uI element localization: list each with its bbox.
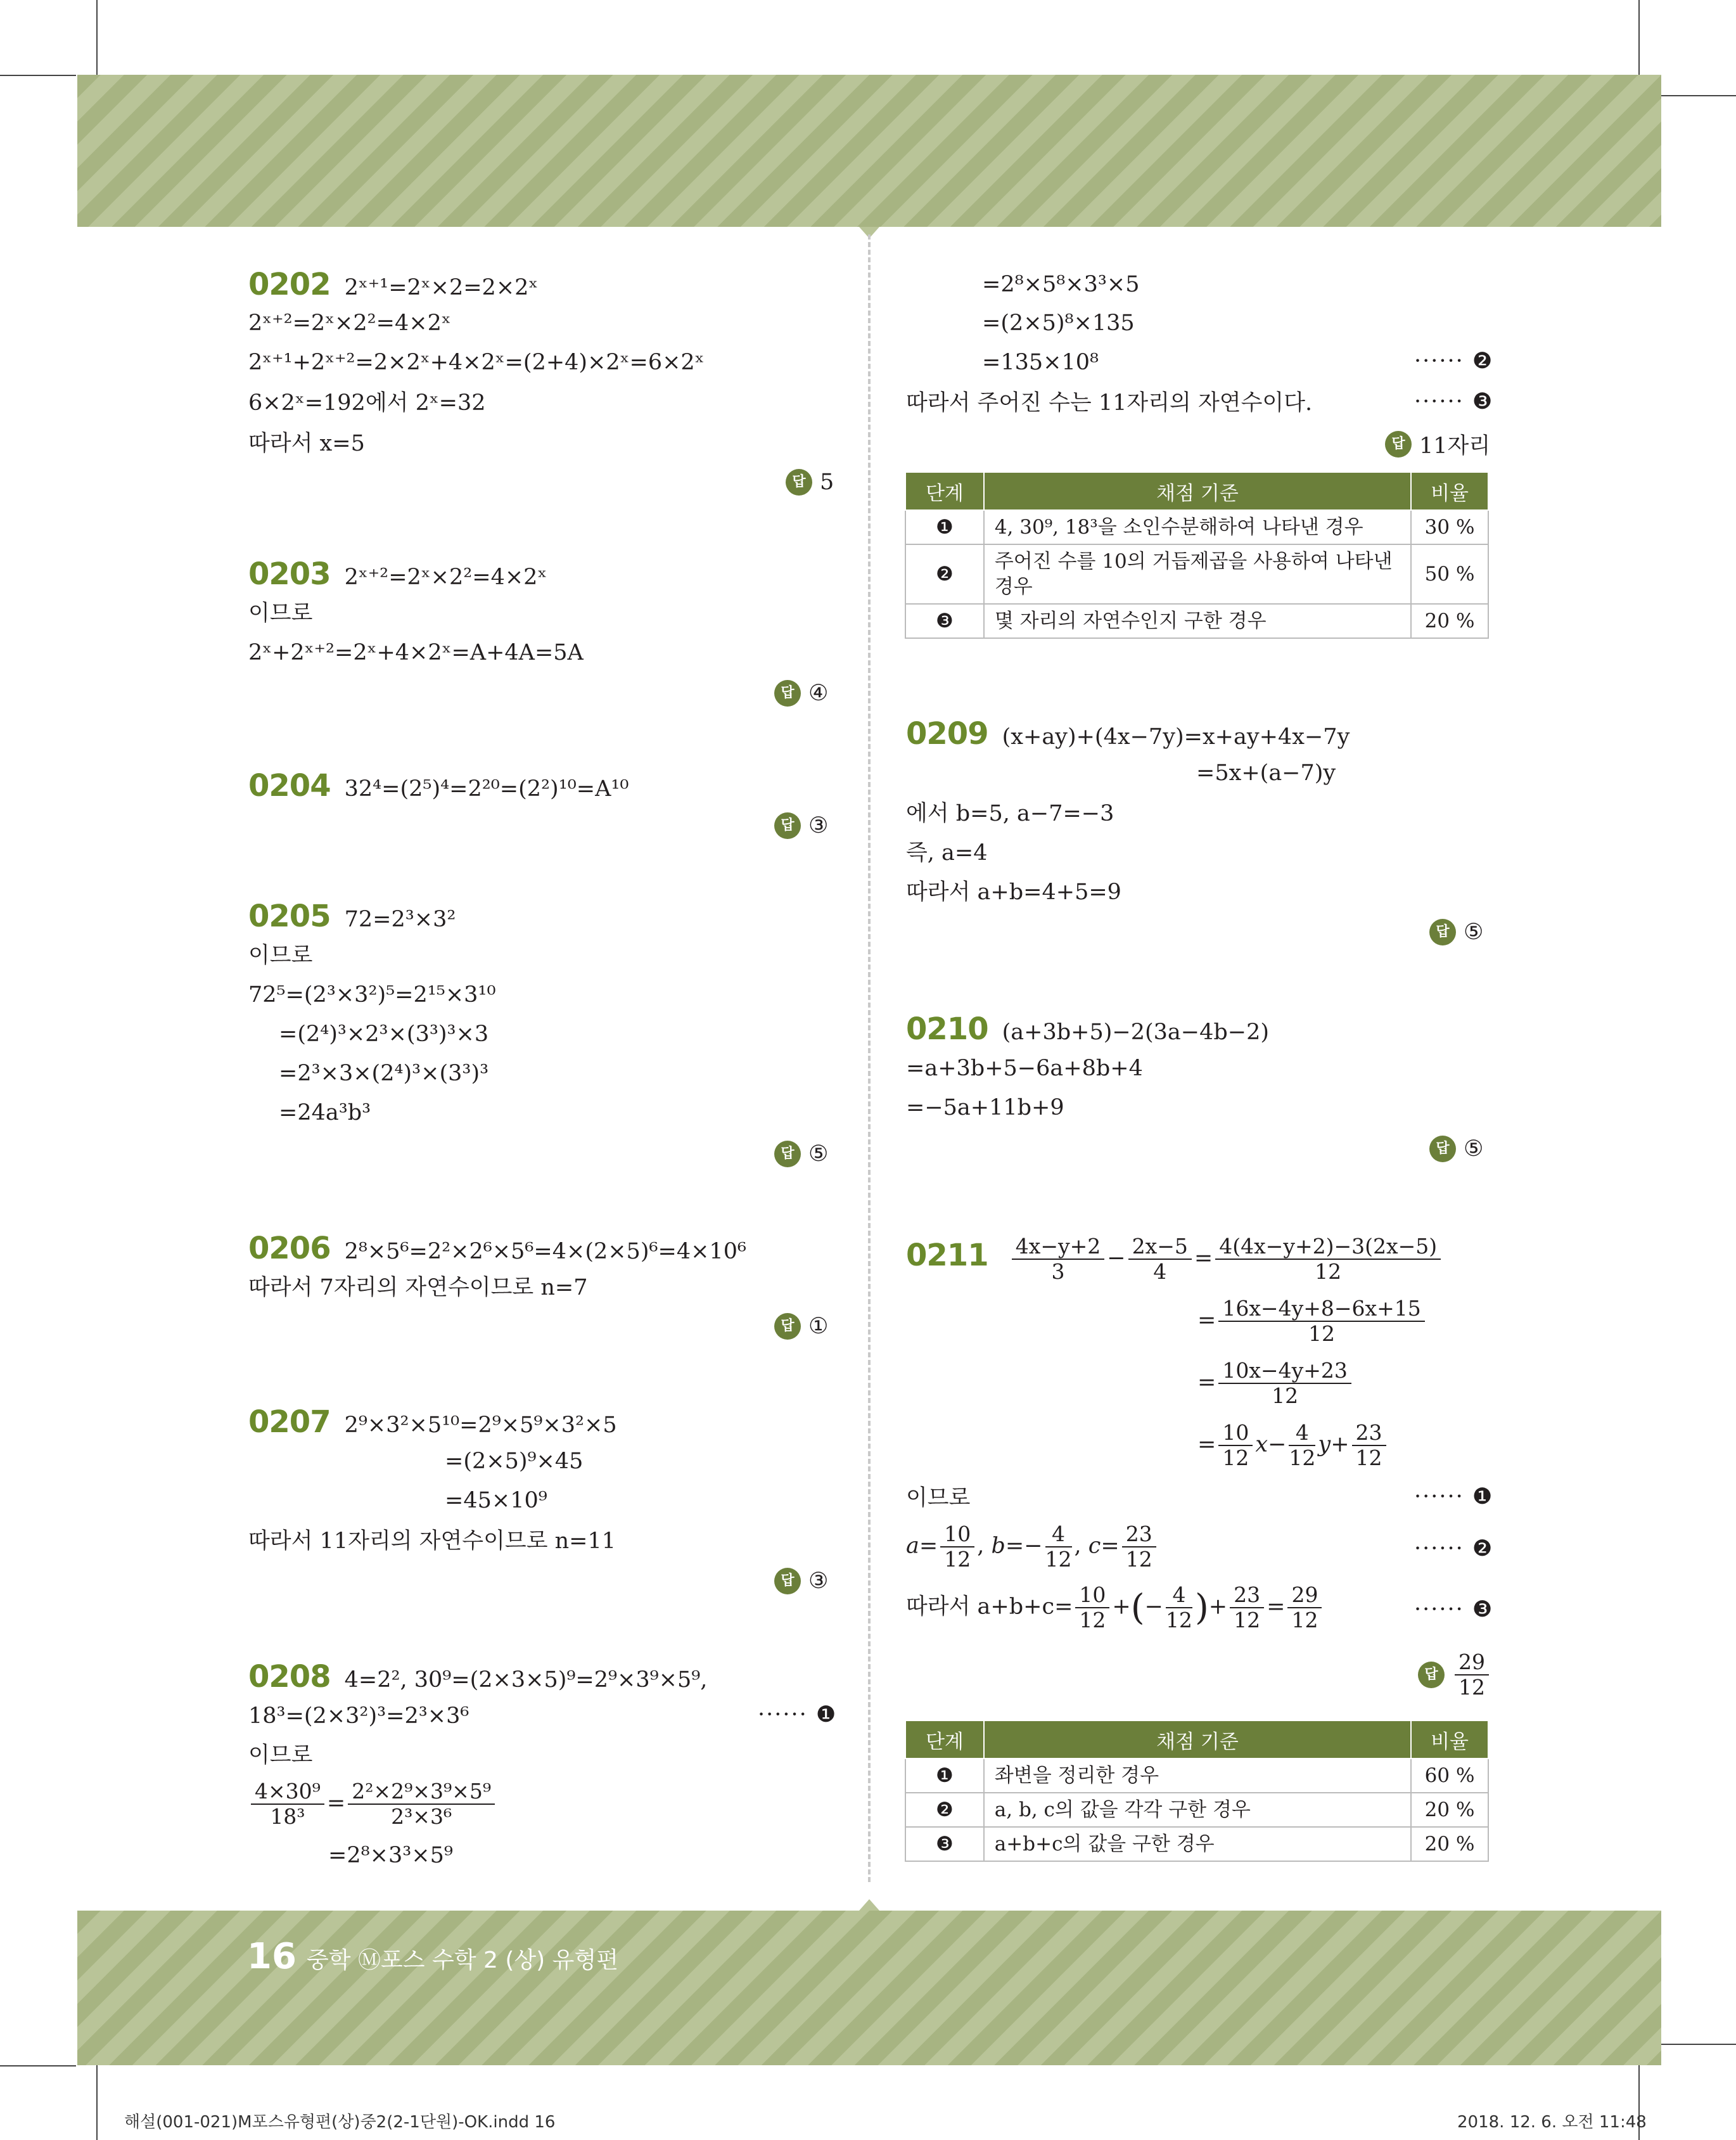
equation-line: =(2⁴)³×2³×(3³)³×3 <box>279 1022 489 1047</box>
crop-mark <box>0 2065 76 2066</box>
answer-badge: 답 <box>1429 919 1456 945</box>
crop-mark <box>1661 95 1736 96</box>
equation-line: =135×10⁸ <box>982 350 1099 375</box>
problem-number: 0206 <box>248 1231 331 1266</box>
equation-line: 32⁴=(2⁵)⁴=2²⁰=(2²)¹⁰=A¹⁰ <box>344 776 629 802</box>
crop-mark <box>0 75 76 76</box>
crop-mark <box>1661 2044 1736 2045</box>
answer-0208: 답 11자리 <box>1385 428 1490 460</box>
step-marker-3: ······ ❸ <box>1414 1597 1494 1622</box>
step-marker-1: ······ ❶ <box>758 1702 838 1727</box>
step-marker-2: ······ ❷ <box>1414 1536 1494 1561</box>
text-line: 에서 b=5, a−7=−3 <box>906 801 1114 826</box>
answer-badge: 답 <box>774 680 801 707</box>
equation-line: 2⁹×3²×5¹⁰=2⁹×5⁹×3²×5 <box>344 1413 617 1438</box>
step-marker-2: ······ ❷ <box>1414 349 1494 374</box>
page-number: 16 <box>247 1936 297 1977</box>
table-row: ❸ a+b+c의 값을 구한 경우 20 % <box>905 1827 1488 1861</box>
table-header: 채점 기준 <box>984 472 1411 510</box>
crop-mark <box>96 0 98 75</box>
equation-line: 2ˣ⁺²=2ˣ×2²=4×2ˣ <box>344 565 547 590</box>
table-row: ❶ 좌변을 정리한 경우 60 % <box>905 1759 1488 1793</box>
fraction: $\frac{4}{12}$ <box>1289 1420 1316 1470</box>
table-header: 비율 <box>1411 1720 1488 1759</box>
equation-line: 4=2², 30⁹=(2×3×5)⁹=2⁹×3⁹×5⁹, <box>344 1667 708 1693</box>
fraction: $\frac{29}{12}$ <box>1287 1583 1322 1632</box>
problem-0204 <box>248 768 629 804</box>
scoring-table-2 <box>905 1720 1489 1862</box>
text-line: 따라서 주어진 수는 11자리의 자연수이다. <box>906 390 1313 416</box>
table-row: ❸ 몇 자리의 자연수인지 구한 경우 20 % <box>905 604 1488 638</box>
equation-line: 2ˣ⁺¹=2ˣ×2=2×2ˣ <box>344 275 539 300</box>
answer-badge: 답 <box>1429 1136 1456 1162</box>
fraction-equation: = $\frac{10}{12}$ x− $\frac{4}{12}$ y+ $\frac{23}{12}$ <box>1197 1421 1389 1470</box>
equation-line: 18³=(2×3²)³=2³×3⁶ <box>248 1703 469 1729</box>
equation-line: =(2×5)⁹×45 <box>445 1449 584 1474</box>
problem-0210 <box>906 1011 1269 1048</box>
table-header: 단계 <box>905 472 984 510</box>
problem-number: 0208 <box>248 1659 331 1695</box>
fraction: $\frac{10}{12}$ <box>1075 1583 1109 1632</box>
answer-0205: 답 ⑤ <box>774 1141 828 1167</box>
book-title: 중학 Ⓜ포스 수학 2 (상) 유형편 <box>307 1947 618 1973</box>
answer-badge: 답 <box>774 812 801 839</box>
answer-0207: 답 ③ <box>774 1568 828 1594</box>
step-marker-3: ······ ❸ <box>1414 389 1494 414</box>
text-line: 따라서 7자리의 자연수이므로 n=7 <box>248 1275 588 1300</box>
equation-line: 2ˣ⁺²=2ˣ×2²=4×2ˣ <box>248 311 451 336</box>
fraction: $\frac{4(4x-y+2)-3(2x-5)}{12}$ <box>1215 1234 1441 1284</box>
equation-line: =(2×5)⁸×135 <box>982 311 1135 336</box>
answer-0202: 답 5 <box>786 469 834 496</box>
text-line: 따라서 11자리의 자연수이므로 n=11 <box>248 1528 616 1554</box>
fraction: $\frac{29}{12}$ <box>1455 1650 1489 1700</box>
equation-line: =45×10⁹ <box>445 1488 547 1513</box>
text-line: 따라서 a+b=4+5=9 <box>906 880 1121 905</box>
answer-0209: 답 ⑤ <box>1429 919 1483 945</box>
problem-number: 0202 <box>248 267 331 302</box>
equation-line: 6×2ˣ=192에서 2ˣ=32 <box>248 390 486 416</box>
table-row: ❶ 4, 30⁹, 18³을 소인수분해하여 나타낸 경우 30 % <box>905 510 1488 544</box>
fraction: $\frac{23}{12}$ <box>1122 1522 1156 1572</box>
answer-badge: 답 <box>774 1313 801 1340</box>
footer-band <box>77 1911 1661 2065</box>
table-header: 비율 <box>1411 472 1488 510</box>
problem-number: 0209 <box>906 716 988 752</box>
fraction: $\frac{2x-5}{4}$ <box>1128 1234 1192 1284</box>
answer-0204: 답 ③ <box>774 812 828 839</box>
problem-0211: 0211 $\frac{4x-y+2}{3}$ − $\frac{2x-5}{4}$ = $\frac{4(4x-y+2)-3(2x-5)}{12}$ <box>906 1234 1443 1284</box>
text-line: 이므로 <box>906 1485 971 1511</box>
print-slug-date: 2018. 12. 6. 오전 11:48 <box>1457 2113 1647 2132</box>
fraction: $\frac{10}{12}$ <box>940 1522 974 1572</box>
problem-number: 0205 <box>248 899 331 934</box>
equation-line: 72=2³×3² <box>344 907 456 932</box>
step-marker-1: ······ ❶ <box>1414 1484 1494 1509</box>
equation-line: 2ˣ⁺¹+2ˣ⁺²=2×2ˣ+4×2ˣ=(2+4)×2ˣ=6×2ˣ <box>248 350 705 375</box>
equation-line: (x+ay)+(4x−7y)=x+ay+4x−7y <box>1002 724 1350 750</box>
table-row: ❷ 주어진 수를 10의 거듭제곱을 사용하여 나타낸 경우 50 % <box>905 544 1488 604</box>
equation-line: =−5a+11b+9 <box>906 1095 1064 1120</box>
answer-badge: 답 <box>774 1141 801 1167</box>
text-line: 이므로 <box>248 943 313 968</box>
scoring-table-1 <box>905 471 1489 639</box>
equation-line: =2⁸×5⁸×3³×5 <box>982 272 1140 297</box>
problem-number: 0207 <box>248 1404 331 1440</box>
fraction: $\frac{\text{4×30⁹}}{\text{18³}}$ <box>251 1779 324 1829</box>
fraction: $\frac{23}{12}$ <box>1230 1583 1264 1632</box>
answer-0210: 답 ⑤ <box>1429 1136 1483 1162</box>
fraction: $\frac{23}{12}$ <box>1352 1421 1386 1470</box>
problem-0202 <box>248 269 538 303</box>
answer-0203: 답 ④ <box>774 680 828 707</box>
fraction: $\frac{4x-y+2}{3}$ <box>1012 1234 1105 1284</box>
fraction-equation: = $\frac{16x-4y+8-6x+15}{12}$ <box>1197 1297 1427 1346</box>
fraction-equation: a= $\frac{10}{12}$ , b=− $\frac{4}{12}$ , c= $\frac{23}{12}$ <box>906 1522 1159 1572</box>
fraction-equation: 따라서 a+b+c= $\frac{10}{12}$ +(− $\frac{4}{12}$ )+ $\frac{23}{12}$ = $\frac{29}{12}$ <box>906 1583 1324 1632</box>
problem-0208 <box>248 1659 708 1695</box>
fraction: $\frac{\text{2²×2⁹×3⁹×5⁹}}{\text{2³×3⁶}}$ <box>348 1779 495 1829</box>
equation-line: =2³×3×(2⁴)³×(3³)³ <box>279 1061 489 1086</box>
column-divider <box>868 234 871 1882</box>
equation-line: 72⁵=(2³×3²)⁵=2¹⁵×3¹⁰ <box>248 982 496 1008</box>
answer-badge: 답 <box>786 469 812 496</box>
equation-line: 2ˣ+2ˣ⁺²=2ˣ+4×2ˣ=A+4A=5A <box>248 640 584 665</box>
text-line: 이므로 <box>248 601 313 626</box>
fraction: $\frac{16x-4y+8-6x+15}{12}$ <box>1218 1297 1424 1346</box>
text-line: 이므로 <box>248 1743 313 1768</box>
answer-0206: 답 ① <box>774 1313 828 1340</box>
table-row: ❷ a, b, c의 값을 각각 구한 경우 20 % <box>905 1793 1488 1827</box>
equation-line: =24a³b³ <box>279 1100 371 1125</box>
problem-0209 <box>906 716 1350 752</box>
equation-line: =a+3b+5−6a+8b+4 <box>906 1056 1143 1081</box>
equation-line: =5x+(a−7)y <box>1196 760 1336 786</box>
problem-number: 0211 <box>906 1237 988 1273</box>
crop-mark <box>96 2065 98 2140</box>
fraction: $\frac{10x-4y+23}{12}$ <box>1218 1359 1351 1408</box>
crop-mark <box>1638 0 1640 75</box>
fraction-equation: $\frac{\text{4×30⁹}}{\text{18³}}$ = $\frac{\text{2²×2⁹×3⁹×5⁹}}{\text{2³×3⁶}}$ <box>248 1779 497 1829</box>
equation-line: 2⁸×5⁶=2²×2⁶×5⁶=4×(2×5)⁶=4×10⁶ <box>344 1239 747 1264</box>
fraction: $\frac{10}{12}$ <box>1218 1421 1253 1470</box>
print-slug-file: 해설(001-021)M포스유형편(상)중2(2-1단원)-OK.indd 16 <box>124 2113 556 2132</box>
problem-number: 0210 <box>906 1011 988 1047</box>
answer-0211 <box>1418 1650 1491 1700</box>
problem-0203 <box>248 556 547 593</box>
header-band <box>77 75 1661 227</box>
divider-notch-bottom <box>859 1899 879 1911</box>
answer-badge: 답 <box>1385 431 1412 458</box>
problem-number: 0203 <box>248 556 331 592</box>
answer-badge: 답 <box>1418 1662 1445 1688</box>
table-header: 채점 기준 <box>984 1720 1411 1759</box>
answer-badge: 답 <box>774 1568 801 1594</box>
equation-line: 따라서 x=5 <box>248 431 365 456</box>
problem-0205 <box>248 901 456 935</box>
problem-0206 <box>248 1233 746 1267</box>
equation-line: =2⁸×3³×5⁹ <box>328 1843 453 1868</box>
table-header: 단계 <box>905 1720 984 1759</box>
fraction: $\frac{4}{12}$ <box>1165 1582 1192 1632</box>
fraction-equation: = $\frac{10x-4y+23}{12}$ <box>1197 1359 1354 1408</box>
problem-number: 0204 <box>248 768 331 804</box>
equation-line: (a+3b+5)−2(3a−4b−2) <box>1002 1020 1269 1045</box>
problem-0207 <box>248 1404 617 1440</box>
fraction: $\frac{4}{12}$ <box>1045 1522 1072 1572</box>
text-line: 즉, a=4 <box>906 840 988 866</box>
